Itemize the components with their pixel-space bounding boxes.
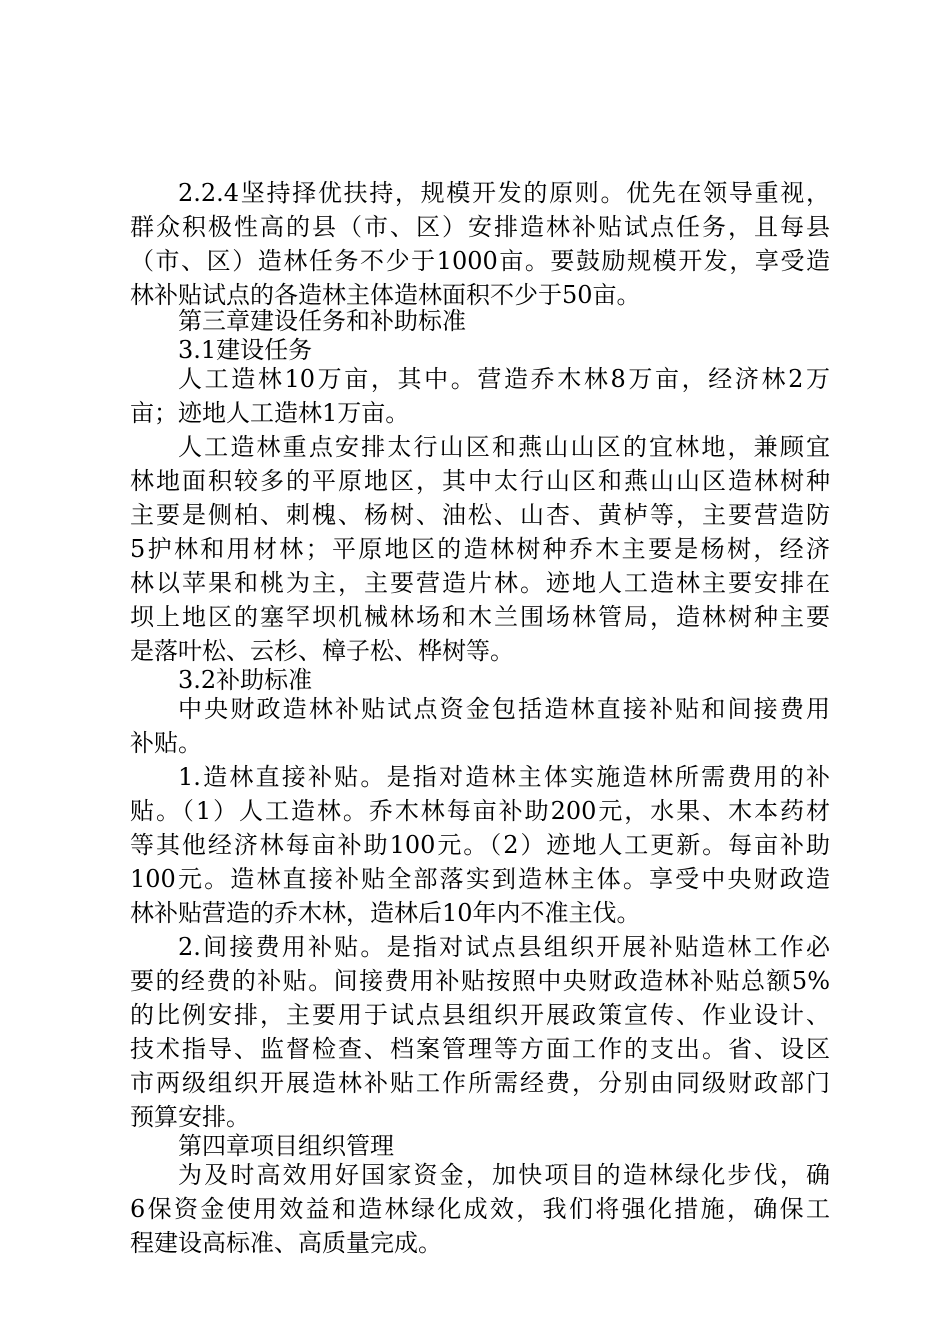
text-line: 100元。造林直接补贴全部落实到造林主体。享受中央财政造	[130, 865, 830, 893]
text-line: 6保资金使用效益和造林绿化成效，我们将强化措施，确保工	[130, 1195, 830, 1223]
text-line: 坝上地区的塞罕坝机械林场和木兰围场林管局，造林树种主要	[130, 603, 830, 631]
text-line: （市、区）造林任务不少于1000亩。要鼓励规模开发，享受造	[130, 247, 830, 275]
text-line: 的比例安排，主要用于试点县组织开展政策宣传、作业设计、	[130, 1001, 830, 1029]
text-line: 林补贴试点的各造林主体造林面积不少于50亩。	[130, 281, 641, 309]
section-heading: 3.1建设任务	[178, 336, 313, 364]
text-line: 群众积极性高的县（市、区）安排造林补贴试点任务，且每县	[130, 213, 830, 241]
text-line: 中央财政造林补贴试点资金包括造林直接补贴和间接费用	[178, 695, 830, 723]
text-line: 补贴。	[130, 729, 202, 757]
text-line: 预算安排。	[130, 1103, 250, 1131]
chapter-heading: 第四章项目组织管理	[178, 1132, 394, 1160]
text-line: 林以苹果和桃为主，主要营造片林。迹地人工造林主要安排在	[130, 569, 830, 597]
section-heading: 3.2补助标准	[178, 666, 313, 694]
text-line: 程建设高标准、高质量完成。	[130, 1229, 442, 1257]
text-line: 贴。（1）人工造林。乔木林每亩补助200元，水果、木本药材	[130, 797, 830, 825]
chapter-heading: 第三章建设任务和补助标准	[178, 307, 466, 335]
text-line: 2.2.4坚持择优扶持，规模开发的原则。优先在领导重视，	[178, 179, 830, 207]
text-line: 技术指导、监督检查、档案管理等方面工作的支出。省、设区	[130, 1035, 830, 1063]
text-line: 是落叶松、云杉、樟子松、桦树等。	[130, 637, 514, 665]
text-line: 5护林和用材林；平原地区的造林树种乔木主要是杨树，经济	[130, 535, 830, 563]
text-line: 人工造林重点安排太行山区和燕山山区的宜林地，兼顾宜	[178, 433, 830, 461]
text-line: 林补贴营造的乔木林，造林后10年内不准主伐。	[130, 899, 641, 927]
text-line: 亩；迹地人工造林1万亩。	[130, 399, 410, 427]
text-line: 2.间接费用补贴。是指对试点县组织开展补贴造林工作必	[178, 933, 830, 961]
text-line: 主要是侧柏、刺槐、杨树、油松、山杏、黄栌等，主要营造防	[130, 501, 830, 529]
text-line: 林地面积较多的平原地区，其中太行山区和燕山山区造林树种	[130, 467, 830, 495]
text-line: 等其他经济林每亩补助100元。（2）迹地人工更新。每亩补助	[130, 831, 830, 859]
text-line: 人工造林10万亩，其中。营造乔木林8万亩，经济林2万	[178, 365, 830, 393]
text-line: 要的经费的补贴。间接费用补贴按照中央财政造林补贴总额5%	[130, 967, 830, 995]
text-line: 市两级组织开展造林补贴工作所需经费，分别由同级财政部门	[130, 1069, 830, 1097]
text-line: 为及时高效用好国家资金，加快项目的造林绿化步伐，确	[178, 1161, 830, 1189]
text-line: 1.造林直接补贴。是指对造林主体实施造林所需费用的补	[178, 763, 830, 791]
